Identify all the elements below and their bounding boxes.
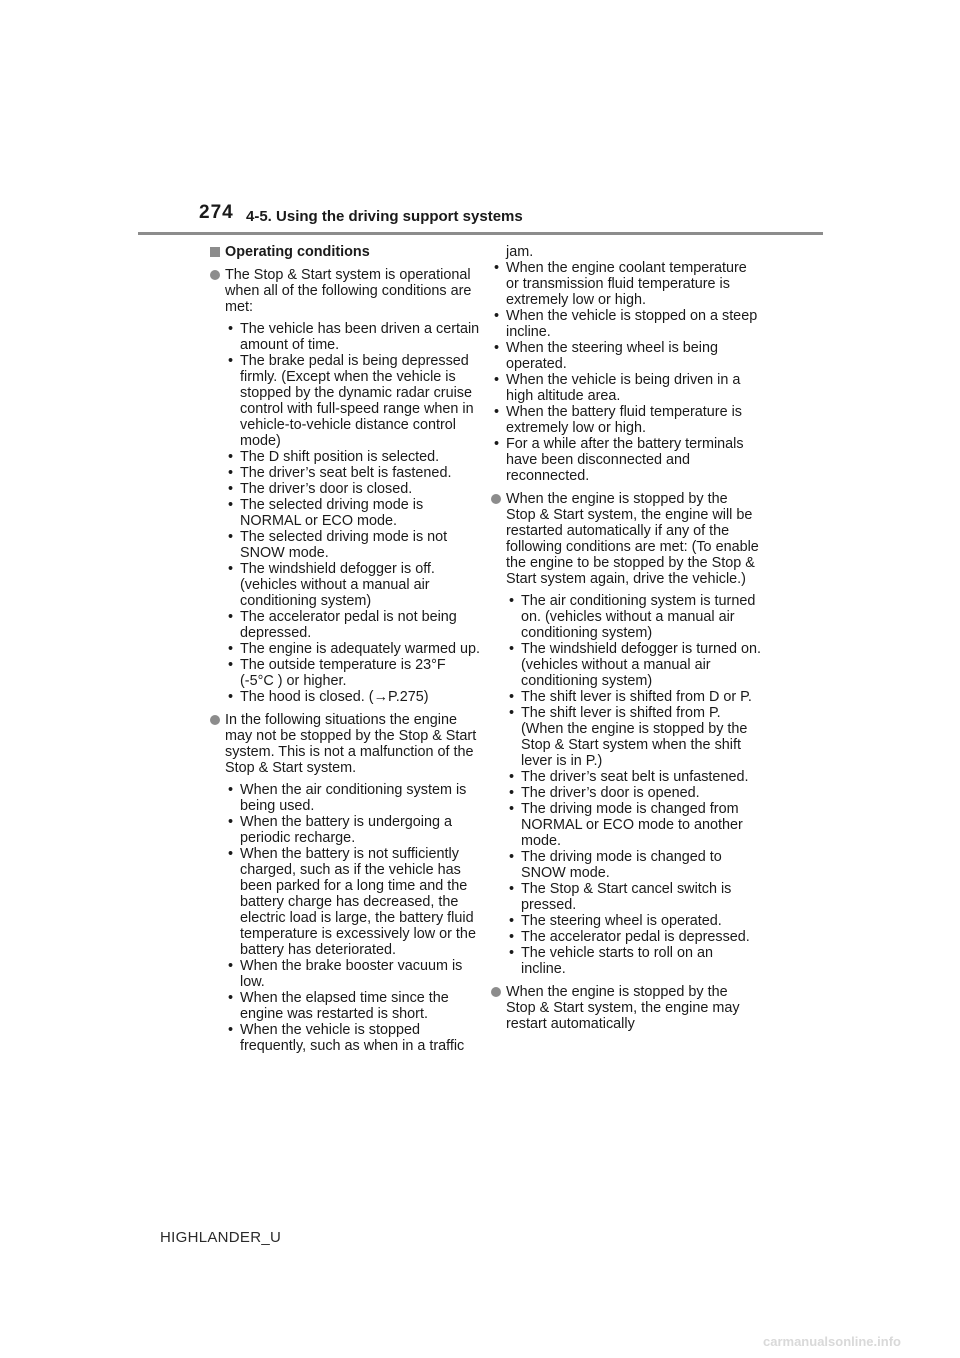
paragraph: When the engine is stopped by the Stop & Start system, the engine will be restarted automatically if any of the following conditions are met: (To enable the engine to be stopped by the Stop & Start system again, drive the vehicle.) <box>491 491 761 587</box>
list-item: • The outside temperature is 23°F (-5°C ) or higher. <box>228 657 446 689</box>
list-item: • The D shift position is selected. <box>228 449 440 465</box>
circle-bullet-icon <box>210 715 220 725</box>
list-item: • The vehicle has been driven a certain amount of time. <box>228 321 480 353</box>
list-item: • When the elapsed time since the engine was restarted is short. <box>228 990 449 1022</box>
list-item: • The hood is closed. (→P.275) <box>228 689 429 705</box>
page-number: 274 <box>199 202 234 223</box>
situations-list <box>210 782 482 1054</box>
list-item: • The engine is adequately warmed up. <box>228 641 480 657</box>
left-column <box>210 244 482 1054</box>
list-item: • The driver’s door is closed. <box>228 481 413 497</box>
list-item: • The air conditioning system is turned on. (vehicles without a manual air conditioning system) <box>509 593 756 641</box>
header-rule <box>138 232 823 235</box>
list-item: • The driving mode is changed to SNOW mode. <box>509 849 722 881</box>
list-item: • The driver’s door is opened. <box>509 785 700 801</box>
list-item: • When the vehicle is stopped on a steep incline. <box>494 308 758 340</box>
list-item: • The brake pedal is being depressed firmly. (Except when the vehicle is stopped by the dynamic radar cruise control with full-speed range when in vehicle-to-vehicle distance control mode) <box>228 353 474 449</box>
right-column <box>491 244 761 1038</box>
circle-bullet-icon <box>491 987 501 997</box>
situations-list-continued <box>476 260 761 484</box>
list-item: • When the steering wheel is being operated. <box>494 340 718 372</box>
list-item: • The shift lever is shifted from P. (When the engine is stopped by the Stop & Start system when the shift lever is in P.) <box>509 705 748 769</box>
watermark: carmanualsonline.info <box>763 1334 901 1349</box>
list-item: • When the vehicle is stopped frequently, such as when in a traffic <box>228 1022 465 1054</box>
list-item: • The windshield defogger is turned on. (vehicles without a manual air conditioning system) <box>509 641 761 689</box>
list-item: • When the brake booster vacuum is low. <box>228 958 463 990</box>
operating-conditions-heading: Operating conditions <box>210 244 482 260</box>
list-item: • When the battery is not sufficiently charged, such as if the vehicle has been parked for a long time and the battery charge has decreased, the electric load is large, the battery fluid temperature is excessively low or the battery has deteriorated. <box>228 846 476 958</box>
paragraph: The Stop & Start system is operational when all of the following conditions are met: <box>210 267 482 315</box>
list-item: • The driver’s seat belt is unfastened. <box>509 769 749 785</box>
circle-bullet-icon <box>491 494 501 504</box>
paragraph: When the engine is stopped by the Stop & Start system, the engine may restart automatically <box>491 984 761 1032</box>
list-item: • When the battery is undergoing a periodic recharge. <box>228 814 452 846</box>
list-item: • The vehicle starts to roll on an incline. <box>509 945 713 977</box>
list-item: • The driver’s seat belt is fastened. <box>228 465 452 481</box>
list-item: • For a while after the battery terminals have been disconnected and reconnected. <box>494 436 744 484</box>
list-item: • When the battery fluid temperature is extremely low or high. <box>494 404 742 436</box>
list-item: • When the vehicle is being driven in a high altitude area. <box>494 372 741 404</box>
list-item: • The driving mode is changed from NORMAL or ECO mode to another mode. <box>509 801 743 849</box>
circle-bullet-icon <box>210 270 220 280</box>
list-item: • The accelerator pedal is depressed. <box>509 929 750 945</box>
list-item: • When the air conditioning system is being used. <box>228 782 467 814</box>
list-item: • The selected driving mode is NORMAL or ECO mode. <box>228 497 424 529</box>
continuation-text: jam. <box>506 244 534 260</box>
footer-model-code: HIGHLANDER_U <box>160 1229 282 1246</box>
square-bullet-icon <box>210 247 220 257</box>
list-item: • The steering wheel is operated. <box>509 913 722 929</box>
conditions-list <box>210 321 482 705</box>
section-title: 4-5. Using the driving support systems <box>246 208 523 225</box>
list-item: • When the engine coolant temperature or transmission fluid temperature is extremely low or high. <box>494 260 747 308</box>
list-item: • The accelerator pedal is not being depressed. <box>228 609 457 641</box>
list-item: • The shift lever is shifted from D or P. <box>509 689 752 705</box>
list-item: • The Stop & Start cancel switch is pressed. <box>509 881 732 913</box>
list-item: • The windshield defogger is off. (vehicles without a manual air conditioning system) <box>228 561 435 609</box>
restart-conditions-list <box>491 593 761 977</box>
list-item: • The selected driving mode is not SNOW mode. <box>228 529 448 561</box>
paragraph: In the following situations the engine may not be stopped by the Stop & Start system. This is not a malfunction of the Stop & Start system. <box>210 712 482 776</box>
